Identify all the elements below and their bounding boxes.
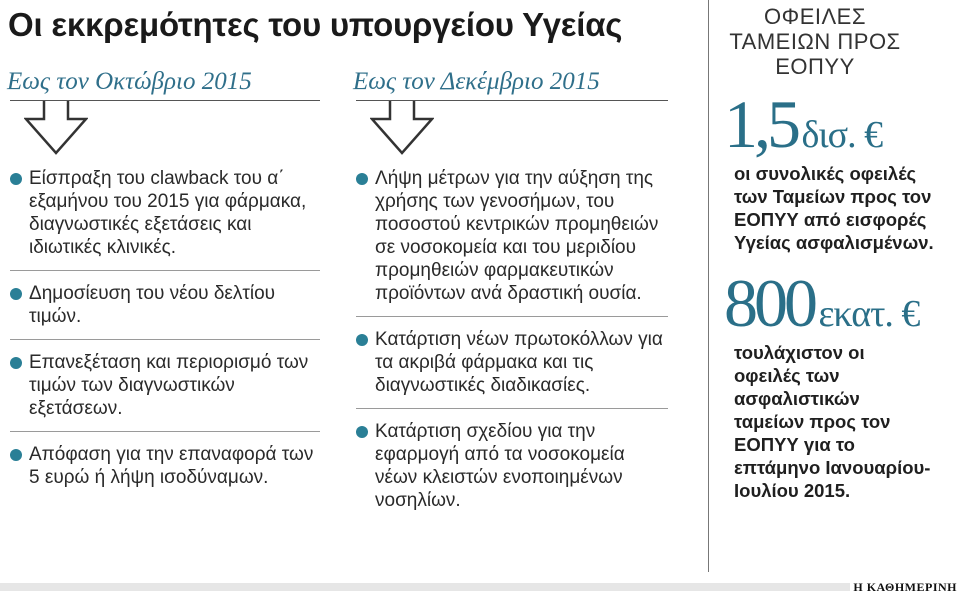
sidebar-heading: ΟΦΕΙΛΕΣ ΤΑΜΕΙΩΝ ΠΡΟΣ ΕΟΠΥΥ [729,4,901,79]
stat-2-value: 800 [724,265,814,341]
stat-2-unit: εκατ. € [818,293,920,335]
list-item: Απόφαση για την επαναφορά των 5 ευρώ ή λήψη ισοδύναμων. [10,431,320,500]
middle-column [353,68,668,523]
down-arrow-icon [24,101,88,157]
bullet-icon [10,449,22,461]
stat-1-description: οι συνολικές οφειλές των Ταμείων προς τον ΕΟΠΥΥ από εισφορές Υγείας ασφαλισμένων. [734,163,934,253]
bullet-icon [10,173,22,185]
bullet-icon [10,288,22,300]
list-item: Δημοσίευση του νέου δελτίου τιμών. [10,270,320,339]
stat-1-figure [720,85,961,164]
sidebar-stats [720,0,961,502]
bullet-icon [356,173,368,185]
column-divider [708,0,709,572]
bullet-icon [10,357,22,369]
stat-2-description: τουλάχιστον οι οφειλές των ασφαλιστικών ταμείων προς τον ΕΟΠΥΥ για το επτάμηνο Ιανουαρίου-Ιουλίου 2015. [734,342,931,501]
stat-2-figure [720,264,961,343]
left-column [7,68,320,500]
list-item: Λήψη μέτρων για την αύξηση της χρήσης των γενοσήμων, του ποσοστού κεντρικών προμηθειών σε νοσοκομεία και του μεριδίου προμηθειών φαρμακευτικών προϊόντων ανά δραστική ουσία. [356,167,668,316]
middle-item-list [356,167,668,523]
stat-1-value: 1,5 [724,86,797,162]
list-item: Επανεξέταση και περιορισμό των τιμών των διαγνωστικών εξετάσεων. [10,339,320,431]
list-item: Είσπραξη του clawback του α΄ εξαμήνου του 2015 για φάρμακα, διαγνωστικές εξετάσεις και ιδιωτικές κλινικές. [10,167,320,270]
list-item: Κατάρτιση σχεδίου για την εφαρμογή από τα νοσοκομεία νέων κλειστών ενοποιημένων νοσηλίων. [356,408,668,523]
list-item: Κατάρτιση νέων πρωτοκόλλων για τα ακριβά φάρμακα και τις διαγνωστικές διαδικασίες. [356,316,668,408]
left-item-list [10,167,320,500]
bottom-bar [0,583,850,591]
stat-1-unit: δισ. € [801,114,883,156]
middle-column-heading: Εως τον Δεκέμβριο 2015 [353,68,600,95]
down-arrow-icon [370,101,434,157]
bullet-icon [356,426,368,438]
bullet-icon [356,334,368,346]
page-title: Οι εκκρεμότητες του υπουργείου Υγείας [8,6,623,43]
left-column-heading: Εως τον Οκτώβριο 2015 [7,68,252,95]
source-logo: Η ΚΑΘΗΜΕΡΙΝΗ [853,580,957,594]
